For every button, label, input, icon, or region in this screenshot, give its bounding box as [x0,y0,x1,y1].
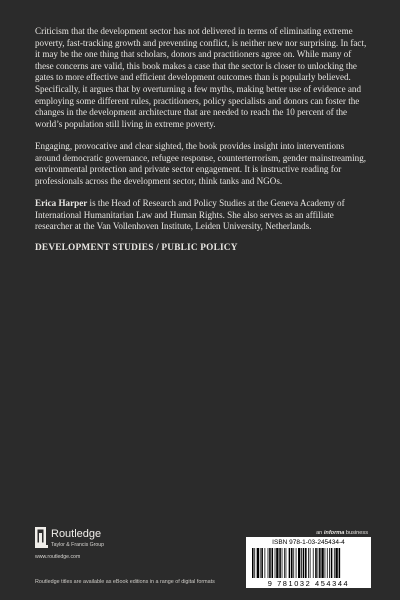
barcode-icon [252,548,365,578]
isbn-number: ISBN 978-1-03-245434-4 [272,539,345,546]
publisher-url: www.routledge.com [35,554,81,560]
barcode-bar [291,548,293,578]
barcode-bar [321,548,323,578]
barcode-digits: 9 781032 454344 [267,579,350,588]
barcode-bar [327,548,328,578]
barcode-bar [313,548,314,578]
barcode-bar [303,548,305,578]
informa-brand: informa [323,530,345,536]
barcode-bar [276,548,278,578]
routledge-logo-icon [35,527,48,551]
barcode-bar [254,548,255,578]
barcode-bar [305,548,307,578]
blurb-paragraph-2: Engaging, provocative and clear sighted, the book provides insight into interventions around democratic governance, refugee response, counterterrorism, gender mainstreaming, environmental protection and private sector engagement. It is instructive reading for professionals across the development sector, think tanks and NGOs. [35,140,367,186]
barcode-bar [286,548,287,578]
barcode-bar [252,548,254,578]
barcode-bar [260,548,261,578]
barcode-bar [319,548,321,578]
barcode-bar [257,548,259,578]
barcode-bar [296,548,297,578]
barcode-bar [334,548,335,578]
author-bio [35,198,367,233]
barcode-bar [282,548,283,578]
author-name: Erica Harper [35,197,88,208]
isbn-barcode [246,537,371,588]
barcode-bar [268,548,269,578]
publisher-logo [35,527,165,567]
subject-category: DEVELOPMENT STUDIES / PUBLIC POLICY [35,243,238,254]
barcode-bar [279,548,281,578]
informa-business-line: an informa business [316,530,368,536]
barcode-bar [315,548,317,578]
barcode-bar [284,548,285,578]
barcode-bar [310,548,311,578]
blurb-paragraph-1: Criticism that the development sector has not delivered in terms of eliminating extreme poverty, fast-tracking growth and preventing conflict, is neither new nor surprising. In fact, it may be the one thing that scholars, donors and practitioners agree on. While many of these concerns are valid, this book makes a case that the sector is closer to unlocking the gates to more effective and efficient development outcomes than is popularly believed. Specifically, it argues that by overturning a few myths, making better use of evidence and employing some different rules, practitioners, policy specialists and donors can foster the changes in the development architecture that are needed to reach the 10 percent of the world’s population still living in extreme poverty. [35,26,367,129]
barcode-bar [275,548,276,578]
barcode-bar [264,548,265,578]
barcode-bar [329,548,330,578]
barcode-bar [301,548,302,578]
ebook-availability-note: Routledge titles are available as eBook editions in a range of digital formats [35,579,215,585]
barcode-bar [289,548,291,578]
barcode-bar [293,548,294,578]
barcode-bar [261,548,263,578]
publisher-name: Routledge [51,528,102,540]
barcode-bar [331,548,333,578]
barcode-bar [269,548,271,578]
publisher-group: Taylor & Francis Group [51,542,105,548]
barcode-bar [335,548,337,578]
barcode-bar [298,548,300,578]
barcode-bar [318,548,319,578]
barcode-bar [325,548,326,578]
author-bio-text: is the Head of Research and Policy Studies at the Geneva Academy of International Humanitarian Law and Human Rights. She also serves as an affiliate researcher at the Van Vollenhoven Institute, Leiden University, Netherlands. [35,197,345,232]
cover-blurb [35,26,367,265]
barcode-bar [308,548,309,578]
barcode-bar [339,548,341,578]
barcode-bar [272,548,274,578]
